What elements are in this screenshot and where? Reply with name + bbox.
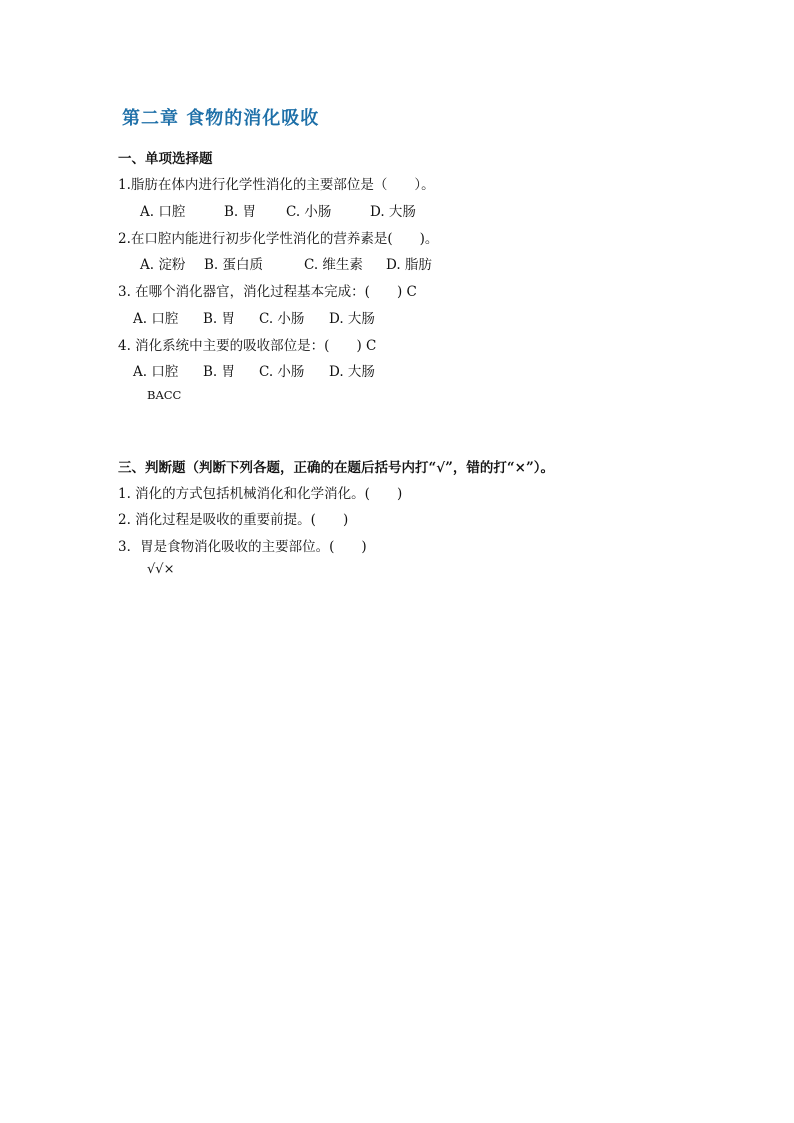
- tf-question-3: 3．胃是食物消化吸收的主要部位。( ): [118, 539, 367, 555]
- option-d: D. 大肠: [329, 364, 375, 380]
- option-d: D. 大肠: [329, 311, 375, 327]
- option-b: B. 胃: [203, 364, 236, 380]
- question-1: 1.脂肪在体内进行化学性消化的主要部位是（ ）。: [118, 177, 435, 193]
- option-c: C. 小肠: [259, 311, 305, 327]
- tf-question-1: 1. 消化的方式包括机械消化和化学消化。( ): [118, 486, 403, 502]
- section-heading-true-false: 三、判断题（判断下列各题，正确的在题后括号内打“√”，错的打“×”）。: [118, 460, 554, 476]
- option-d: D. 脂肪: [386, 257, 432, 273]
- question-4: 4. 消化系统中主要的吸收部位是：( ) C: [118, 338, 377, 354]
- option-b: B. 胃: [224, 204, 257, 220]
- option-d: D. 大肠: [370, 204, 416, 220]
- option-a: A. 口腔: [133, 364, 179, 380]
- option-c: C. 小肠: [259, 364, 305, 380]
- option-c: C. 维生素: [304, 257, 363, 273]
- option-c: C. 小肠: [286, 204, 332, 220]
- tf-question-2: 2. 消化过程是吸收的重要前提。( ): [118, 512, 349, 528]
- option-b: B. 蛋白质: [204, 257, 264, 273]
- section-heading-single-choice: 一、单项选择题: [118, 151, 213, 167]
- chapter-title: 第二章 食物的消化吸收: [122, 108, 320, 129]
- question-2: 2.在口腔内能进行初步化学性消化的营养素是( )。: [118, 231, 439, 247]
- option-a: A. 口腔: [140, 204, 186, 220]
- single-choice-answer: BACC: [147, 388, 182, 402]
- option-a: A. 口腔: [133, 311, 179, 327]
- true-false-answer: √√×: [147, 562, 175, 577]
- option-b: B. 胃: [203, 311, 236, 327]
- question-3: 3. 在哪个消化器官，消化过程基本完成：( ) C: [118, 284, 417, 300]
- option-a: A. 淀粉: [140, 257, 186, 273]
